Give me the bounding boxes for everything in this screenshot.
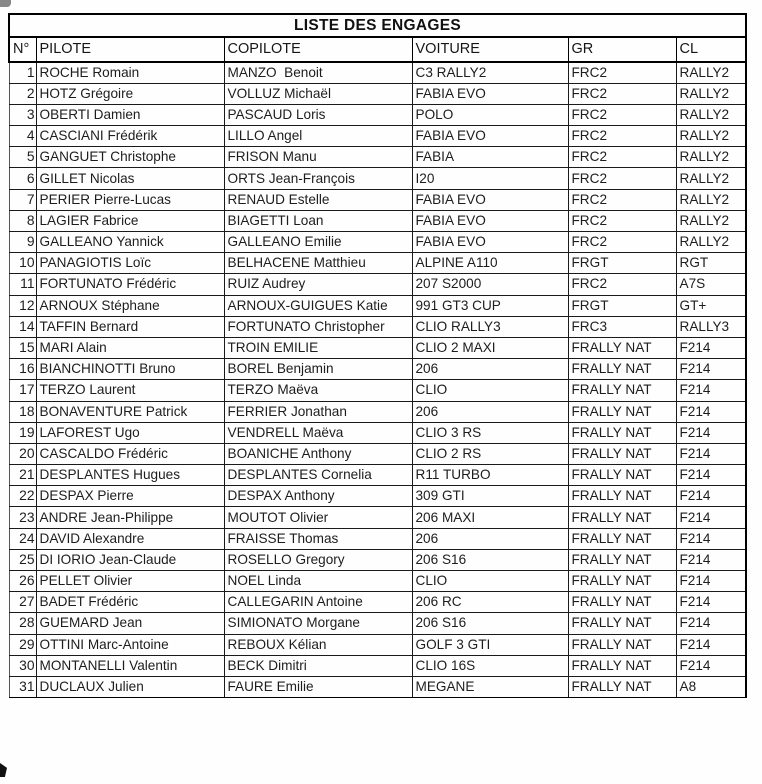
table-row [9, 465, 746, 486]
table-row [9, 126, 746, 147]
table-row [9, 401, 746, 422]
entry-list-table [8, 13, 747, 698]
cell-gr: FRC2 [568, 62, 676, 83]
table-row [9, 613, 746, 634]
cell-copilote: BECK Dimitri [224, 655, 412, 676]
cell-num: 23 [9, 507, 36, 528]
cell-voiture: I20 [412, 168, 568, 189]
cell-pilote: TERZO Laurent [36, 380, 224, 401]
cell-gr: FRALLY NAT [568, 337, 676, 358]
cell-gr: FRALLY NAT [568, 655, 676, 676]
cell-copilote: BIAGETTI Loan [224, 210, 412, 231]
cell-copilote: FORTUNATO Christopher [224, 316, 412, 337]
cell-gr: FRC3 [568, 316, 676, 337]
cell-gr: FRC2 [568, 210, 676, 231]
table-row [9, 549, 746, 570]
cell-cl: F214 [676, 486, 746, 507]
table-row [9, 592, 746, 613]
cell-gr: FRC2 [568, 232, 676, 253]
cell-voiture: 206 S16 [412, 613, 568, 634]
table-row [9, 507, 746, 528]
cell-voiture: FABIA EVO [412, 232, 568, 253]
cell-gr: FRALLY NAT [568, 528, 676, 549]
cell-cl: F214 [676, 634, 746, 655]
cell-num: 17 [9, 380, 36, 401]
table-row [9, 62, 746, 83]
cell-gr: FRC2 [568, 104, 676, 125]
cell-copilote: GALLEANO Emilie [224, 232, 412, 253]
cell-pilote: DESPLANTES Hugues [36, 465, 224, 486]
cell-copilote: ORTS Jean-François [224, 168, 412, 189]
cell-copilote: FRISON Manu [224, 147, 412, 168]
cell-num: 7 [9, 189, 36, 210]
cell-copilote: DESPLANTES Cornelia [224, 465, 412, 486]
cell-pilote: DUCLAUX Julien [36, 676, 224, 697]
cell-cl: F214 [676, 571, 746, 592]
cell-num: 12 [9, 295, 36, 316]
cell-cl: RALLY2 [676, 147, 746, 168]
cell-pilote: DI IORIO Jean-Claude [36, 549, 224, 570]
table-row [9, 634, 746, 655]
table-row [9, 422, 746, 443]
cell-gr: FRALLY NAT [568, 380, 676, 401]
cell-cl: RALLY2 [676, 104, 746, 125]
cell-pilote: BONAVENTURE Patrick [36, 401, 224, 422]
cell-pilote: CASCALDO Frédéric [36, 443, 224, 464]
cell-num: 11 [9, 274, 36, 295]
cell-num: 29 [9, 634, 36, 655]
cell-voiture: 206 RC [412, 592, 568, 613]
table-row [9, 295, 746, 316]
cell-copilote: BOANICHE Anthony [224, 443, 412, 464]
cell-cl: A7S [676, 274, 746, 295]
cell-copilote: NOEL Linda [224, 571, 412, 592]
cell-cl: F214 [676, 507, 746, 528]
column-header-copilote: COPILOTE [224, 37, 412, 62]
cell-cl: RALLY2 [676, 189, 746, 210]
cell-pilote: HOTZ Grégoire [36, 83, 224, 104]
column-header-cl: CL [676, 37, 746, 62]
table-row [9, 655, 746, 676]
column-header-num: N° [9, 37, 36, 62]
cell-copilote: LILLO Angel [224, 126, 412, 147]
table-row [9, 274, 746, 295]
cell-voiture: CLIO 16S [412, 655, 568, 676]
table-row [9, 253, 746, 274]
cell-cl: RALLY2 [676, 210, 746, 231]
cell-copilote: RUIZ Audrey [224, 274, 412, 295]
cell-gr: FRALLY NAT [568, 401, 676, 422]
cell-num: 31 [9, 676, 36, 697]
cell-pilote: DAVID Alexandre [36, 528, 224, 549]
cell-cl: GT+ [676, 295, 746, 316]
table-row [9, 168, 746, 189]
cell-cl: F214 [676, 549, 746, 570]
cell-gr: FRALLY NAT [568, 613, 676, 634]
cell-voiture: 206 MAXI [412, 507, 568, 528]
cell-pilote: MARI Alain [36, 337, 224, 358]
cell-copilote: SIMIONATO Morgane [224, 613, 412, 634]
cell-voiture: POLO [412, 104, 568, 125]
cell-num: 25 [9, 549, 36, 570]
column-header-pilote: PILOTE [36, 37, 224, 62]
table-row [9, 380, 746, 401]
cell-voiture: 991 GT3 CUP [412, 295, 568, 316]
cell-voiture: 206 [412, 359, 568, 380]
cell-voiture: CLIO [412, 571, 568, 592]
cell-pilote: PANAGIOTIS Loïc [36, 253, 224, 274]
cell-copilote: FRAISSE Thomas [224, 528, 412, 549]
table-row [9, 486, 746, 507]
cell-num: 20 [9, 443, 36, 464]
cell-gr: FRALLY NAT [568, 486, 676, 507]
cell-pilote: DESPAX Pierre [36, 486, 224, 507]
cell-voiture: CLIO 2 RS [412, 443, 568, 464]
cell-cl: RALLY2 [676, 232, 746, 253]
cell-copilote: VOLLUZ Michaël [224, 83, 412, 104]
cell-gr: FRALLY NAT [568, 507, 676, 528]
title-row [9, 14, 746, 37]
cell-copilote: MOUTOT Olivier [224, 507, 412, 528]
cell-num: 8 [9, 210, 36, 231]
table-row [9, 189, 746, 210]
cell-voiture: FABIA EVO [412, 126, 568, 147]
cell-cl: F214 [676, 337, 746, 358]
cell-cl: F214 [676, 359, 746, 380]
cell-voiture: GOLF 3 GTI [412, 634, 568, 655]
cell-pilote: LAGIER Fabrice [36, 210, 224, 231]
cell-copilote: CALLEGARIN Antoine [224, 592, 412, 613]
cell-pilote: MONTANELLI Valentin [36, 655, 224, 676]
cell-num: 27 [9, 592, 36, 613]
cell-num: 24 [9, 528, 36, 549]
cell-copilote: BELHACENE Matthieu [224, 253, 412, 274]
cell-copilote: BOREL Benjamin [224, 359, 412, 380]
cell-num: 22 [9, 486, 36, 507]
cell-gr: FRALLY NAT [568, 676, 676, 697]
cell-num: 14 [9, 316, 36, 337]
scan-artifact-top-left [0, 0, 11, 7]
cell-cl: RALLY2 [676, 83, 746, 104]
cell-copilote: REBOUX Kélian [224, 634, 412, 655]
table-row [9, 316, 746, 337]
cell-gr: FRALLY NAT [568, 592, 676, 613]
cell-num: 5 [9, 147, 36, 168]
cell-cl: F214 [676, 443, 746, 464]
column-header-gr: GR [568, 37, 676, 62]
cell-cl: F214 [676, 613, 746, 634]
cell-voiture: FABIA EVO [412, 210, 568, 231]
table-row [9, 210, 746, 231]
cell-num: 9 [9, 232, 36, 253]
cell-voiture: CLIO [412, 380, 568, 401]
cell-gr: FRALLY NAT [568, 443, 676, 464]
table-row [9, 676, 746, 697]
cell-copilote: FERRIER Jonathan [224, 401, 412, 422]
cell-pilote: ROCHE Romain [36, 62, 224, 83]
header-row [9, 37, 746, 62]
cell-pilote: GUEMARD Jean [36, 613, 224, 634]
cell-copilote: VENDRELL Maëva [224, 422, 412, 443]
cell-pilote: LAFOREST Ugo [36, 422, 224, 443]
cell-copilote: TERZO Maëva [224, 380, 412, 401]
cell-cl: F214 [676, 422, 746, 443]
cell-num: 4 [9, 126, 36, 147]
cell-cl: RALLY2 [676, 168, 746, 189]
cell-voiture: MEGANE [412, 676, 568, 697]
cell-pilote: GALLEANO Yannick [36, 232, 224, 253]
cell-pilote: BIANCHINOTTI Bruno [36, 359, 224, 380]
cell-num: 30 [9, 655, 36, 676]
table-row [9, 571, 746, 592]
cell-gr: FRALLY NAT [568, 465, 676, 486]
cell-num: 1 [9, 62, 36, 83]
cell-gr: FRALLY NAT [568, 422, 676, 443]
cell-gr: FRC2 [568, 274, 676, 295]
cell-cl: RALLY3 [676, 316, 746, 337]
page-title: LISTE DES ENGAGES [9, 14, 746, 37]
cell-gr: FRC2 [568, 189, 676, 210]
cell-gr: FRC2 [568, 168, 676, 189]
cell-gr: FRALLY NAT [568, 634, 676, 655]
table-row [9, 147, 746, 168]
cell-pilote: GILLET Nicolas [36, 168, 224, 189]
cell-num: 26 [9, 571, 36, 592]
cell-cl: RGT [676, 253, 746, 274]
cell-voiture: CLIO 3 RS [412, 422, 568, 443]
cell-pilote: OBERTI Damien [36, 104, 224, 125]
cell-num: 10 [9, 253, 36, 274]
cell-num: 3 [9, 104, 36, 125]
cell-cl: F214 [676, 528, 746, 549]
cell-cl: F214 [676, 401, 746, 422]
cell-gr: FRALLY NAT [568, 549, 676, 570]
cell-cl: RALLY2 [676, 126, 746, 147]
cell-voiture: FABIA EVO [412, 83, 568, 104]
cell-cl: RALLY2 [676, 62, 746, 83]
entry-rows [9, 62, 746, 698]
cell-pilote: ANDRE Jean-Philippe [36, 507, 224, 528]
cell-num: 15 [9, 337, 36, 358]
cell-copilote: TROIN EMILIE [224, 337, 412, 358]
cell-copilote: PASCAUD Loris [224, 104, 412, 125]
table-row [9, 528, 746, 549]
cell-copilote: RENAUD Estelle [224, 189, 412, 210]
cell-pilote: FORTUNATO Frédéric [36, 274, 224, 295]
cell-copilote: ROSELLO Gregory [224, 549, 412, 570]
cell-voiture: FABIA EVO [412, 189, 568, 210]
cell-cl: F214 [676, 592, 746, 613]
scan-artifact-bottom-left [0, 763, 7, 777]
cell-num: 28 [9, 613, 36, 634]
cell-num: 18 [9, 401, 36, 422]
column-header-voiture: VOITURE [412, 37, 568, 62]
cell-pilote: GANGUET Christophe [36, 147, 224, 168]
table-row [9, 104, 746, 125]
table-row [9, 337, 746, 358]
cell-gr: FRC2 [568, 83, 676, 104]
cell-pilote: BADET Frédéric [36, 592, 224, 613]
cell-voiture: 309 GTI [412, 486, 568, 507]
cell-cl: A8 [676, 676, 746, 697]
cell-pilote: ARNOUX Stéphane [36, 295, 224, 316]
cell-copilote: DESPAX Anthony [224, 486, 412, 507]
cell-gr: FRALLY NAT [568, 359, 676, 380]
cell-copilote: FAURE Emilie [224, 676, 412, 697]
cell-cl: F214 [676, 655, 746, 676]
table-row [9, 443, 746, 464]
cell-pilote: TAFFIN Bernard [36, 316, 224, 337]
cell-num: 6 [9, 168, 36, 189]
cell-gr: FRC2 [568, 147, 676, 168]
cell-cl: F214 [676, 380, 746, 401]
cell-cl: F214 [676, 465, 746, 486]
cell-num: 2 [9, 83, 36, 104]
cell-pilote: OTTINI Marc-Antoine [36, 634, 224, 655]
cell-gr: FRALLY NAT [568, 571, 676, 592]
cell-pilote: PELLET Olivier [36, 571, 224, 592]
cell-gr: FRGT [568, 253, 676, 274]
cell-pilote: CASCIANI Frédérik [36, 126, 224, 147]
cell-voiture: 207 S2000 [412, 274, 568, 295]
cell-copilote: MANZO Benoit [224, 62, 412, 83]
cell-gr: FRC2 [568, 126, 676, 147]
cell-voiture: 206 S16 [412, 549, 568, 570]
cell-voiture: C3 RALLY2 [412, 62, 568, 83]
cell-num: 16 [9, 359, 36, 380]
table-row [9, 359, 746, 380]
cell-voiture: CLIO RALLY3 [412, 316, 568, 337]
cell-voiture: CLIO 2 MAXI [412, 337, 568, 358]
cell-pilote: PERIER Pierre-Lucas [36, 189, 224, 210]
cell-voiture: R11 TURBO [412, 465, 568, 486]
cell-voiture: FABIA [412, 147, 568, 168]
table-row [9, 232, 746, 253]
cell-num: 19 [9, 422, 36, 443]
cell-num: 21 [9, 465, 36, 486]
table-row [9, 83, 746, 104]
cell-gr: FRGT [568, 295, 676, 316]
cell-copilote: ARNOUX-GUIGUES Katie [224, 295, 412, 316]
cell-voiture: ALPINE A110 [412, 253, 568, 274]
cell-voiture: 206 [412, 528, 568, 549]
cell-voiture: 206 [412, 401, 568, 422]
